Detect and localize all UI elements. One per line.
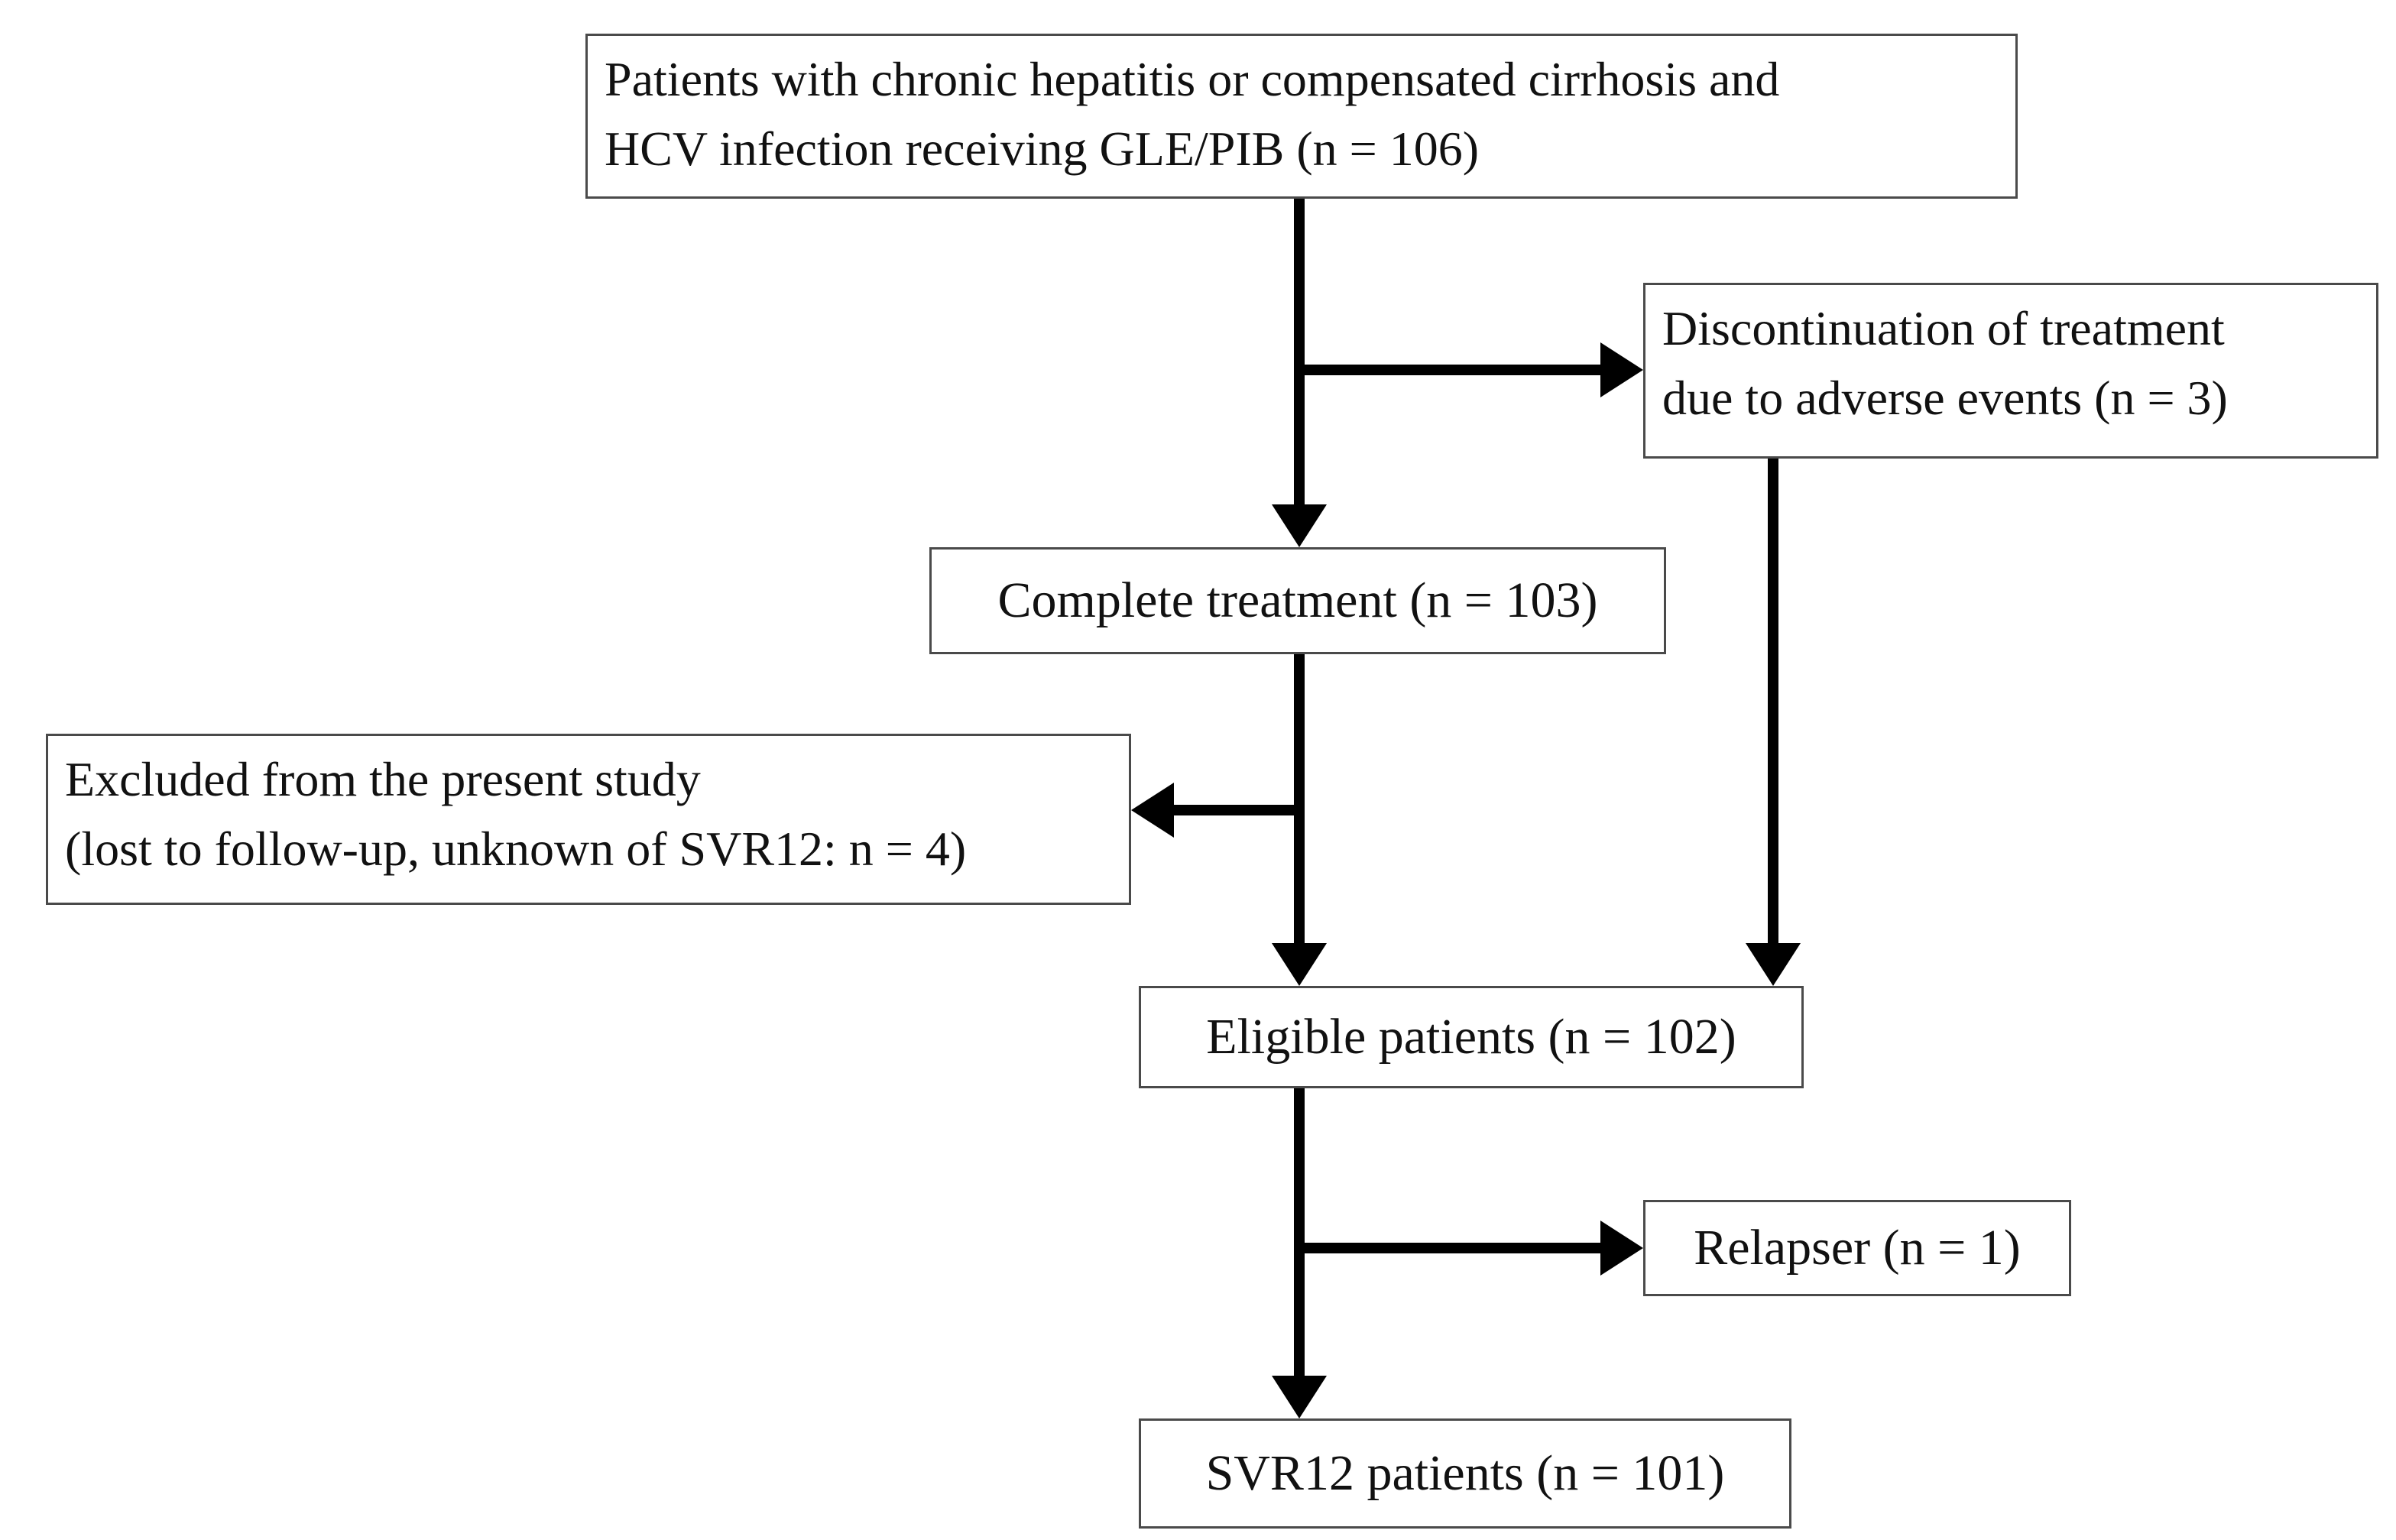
arrowhead-into-relapser — [1600, 1221, 1643, 1276]
node-complete-treatment — [929, 547, 1666, 654]
connector-branch-to-relapser — [1294, 1243, 1600, 1253]
node-relapser — [1643, 1200, 2071, 1296]
connector-discontinued-to-eligible — [1768, 459, 1778, 943]
arrowhead-into-discontinuation — [1600, 342, 1643, 397]
connector-eligible-to-svr12 — [1294, 1088, 1305, 1376]
node-discontinuation-line-2: due to adverse events (n = 3) — [1662, 370, 2228, 425]
arrowhead-discontinued-into-eligible — [1746, 943, 1801, 986]
connector-branch-to-excluded — [1174, 805, 1305, 815]
node-discontinuation — [1643, 283, 2378, 459]
node-enrolled-patients — [585, 34, 2018, 199]
arrowhead-into-completed — [1272, 504, 1327, 547]
node-relapser-label: Relapser (n = 1) — [1694, 1220, 2021, 1276]
node-discontinuation-line-1: Discontinuation of treatment — [1662, 301, 2225, 355]
node-excluded — [46, 734, 1131, 905]
connector-completed-to-eligible — [1294, 654, 1305, 943]
node-excluded-line-2: (lost to follow-up, unknown of SVR12: n = 4) — [65, 821, 967, 876]
node-excluded-line-1: Excluded from the present study — [65, 752, 701, 806]
node-complete-treatment-label: Complete treatment (n = 103) — [997, 572, 1598, 629]
arrowhead-into-svr12 — [1272, 1376, 1327, 1418]
arrowhead-into-eligible — [1272, 943, 1327, 986]
node-eligible-patients — [1139, 986, 1804, 1088]
node-svr12-patients-label: SVR12 patients (n = 101) — [1205, 1445, 1725, 1502]
node-svr12-patients — [1139, 1418, 1791, 1529]
node-enrolled-line-2: HCV infection receiving GLE/PIB (n = 106) — [605, 121, 1480, 176]
connector-branch-to-discontinuation — [1294, 365, 1600, 375]
arrowhead-into-excluded — [1131, 783, 1174, 838]
node-enrolled-line-1: Patients with chronic hepatitis or compensated cirrhosis and — [605, 52, 1780, 106]
node-eligible-patients-label: Eligible patients (n = 102) — [1206, 1009, 1736, 1065]
connector-enrolled-to-completed — [1294, 199, 1305, 507]
